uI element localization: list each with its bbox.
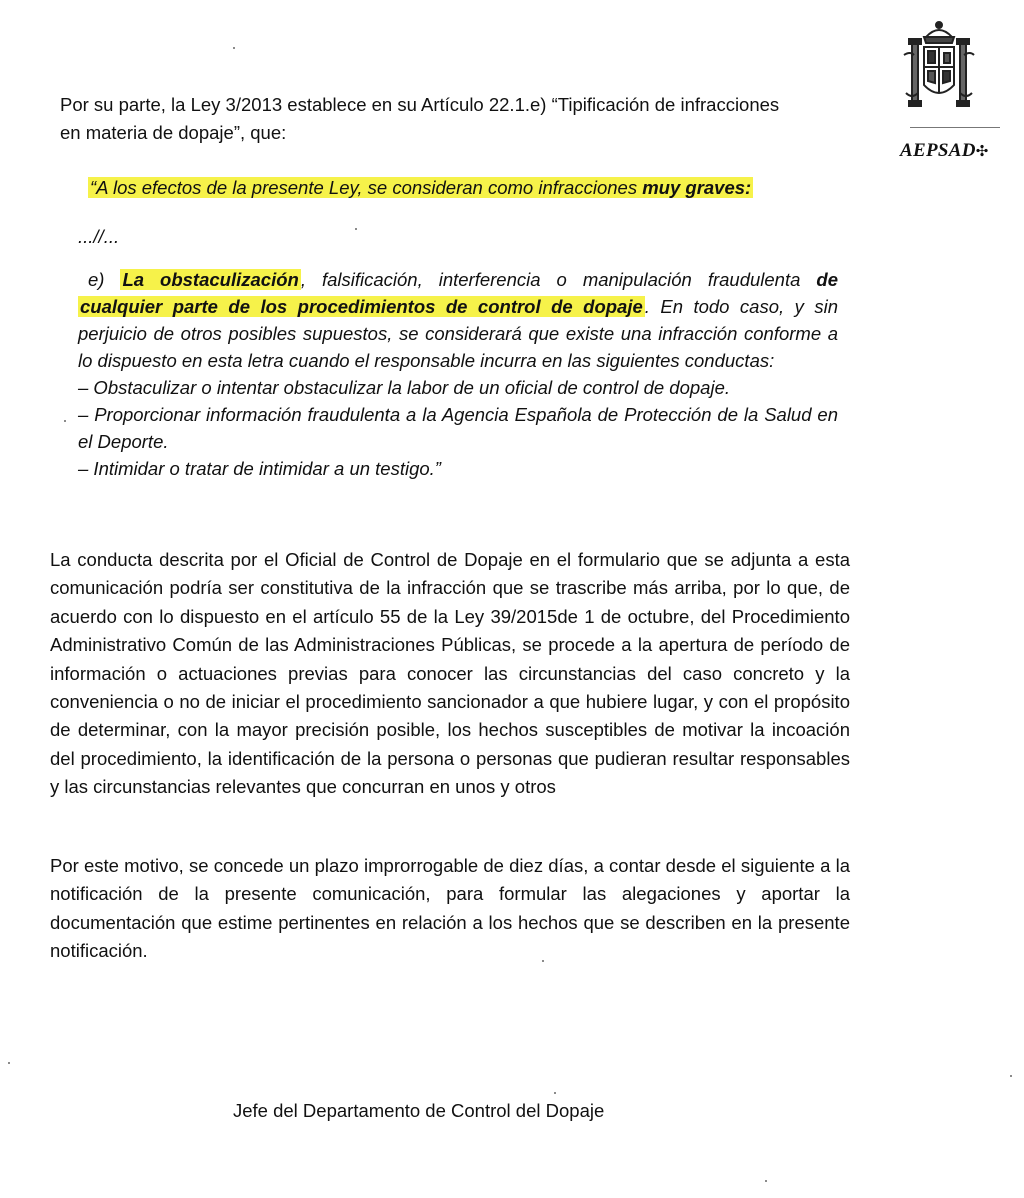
coat-of-arms-icon [900,15,978,115]
quote-ellipsis: ...//... [78,226,120,247]
intro-paragraph [60,91,880,147]
body-paragraph: La conducta descrita por el Oficial de Control de Dopaje en el formulario que se adjunta a esta comunicación podría ser constitutiva de la infracción que se trascribe más arriba, por lo que, de acuerdo con lo dispuesto en el artículo 55 de la Ley 39/2015de 1 de octubre, del Procedimiento Administrativo Común de las Administraciones Públicas, se procede a la apertura de período de información o actuaciones previas para conocer las circunstancias del caso concreto y la conveniencia o no de iniciar el procedimiento sancionador a que hubiere lugar, y con el propósito de determinar, con la mayor precisión posible, los hechos susceptibles de motivar la incoación del procedimiento, la identificación de la persona o personas que pudieran resultar responsables y las circunstancias relevantes que concurran en unos y otros [50,549,850,798]
scan-speck [8,1062,10,1064]
quote-item-e: e) La obstaculización , falsificación, interferencia o manipulación fraudulenta de cualquier parte de los procedimientos de control de dopaje . En todo caso, y sin perjuicio de otros posibles supuestos, se considerará que existe una infracción conforme a lo dispuesto en esta letra cuando el responsable incurra en las siguientes conductas: – Obstaculizar o intentar obstaculizar la labor de un oficial de control de dopaje. – Proporcionar información fraudulenta a la Agencia Española de Protección de la Salud en el Deporte. – Intimidar o tratar de intimidar a un testigo.” [78,266,838,482]
scan-speck [1010,1075,1012,1077]
quote-bullet: – Intimidar o tratar de intimidar a un testigo.” [78,458,441,479]
intro-line: en materia de dopaje”, que: [60,122,287,143]
header-divider [910,127,1000,128]
quote-bullet: – Obstaculizar o intentar obstaculizar la labor de un oficial de control de dopaje. [78,377,730,398]
agency-logo: AEPSAD✣ [900,140,989,161]
signature-title: Jefe del Departamento de Control del Dopaje [233,1100,605,1121]
quote-bullet: – Proporcionar información fraudulenta a la Agencia Española de Protección de la Salud en el Deporte. [78,404,838,452]
quote-heading: “A los efectos de la presente Ley, se consideran como infracciones muy graves: [90,177,752,198]
scan-speck [765,1180,767,1182]
scan-speck [64,420,66,422]
scan-speck [554,1092,556,1094]
intro-line: Por su parte, la Ley 3/2013 establece en su Artículo 22.1.e) “Tipificación de infracciones [60,94,780,115]
body-paragraph: Por este motivo, se concede un plazo improrrogable de diez días, a contar desde el siguiente a la notificación de la presente comunicación, para formular las alegaciones y aportar la documentación que estime pertinentes en relación a los hechos que se describen en la presente notificación. [50,855,850,962]
scan-speck [233,47,235,49]
